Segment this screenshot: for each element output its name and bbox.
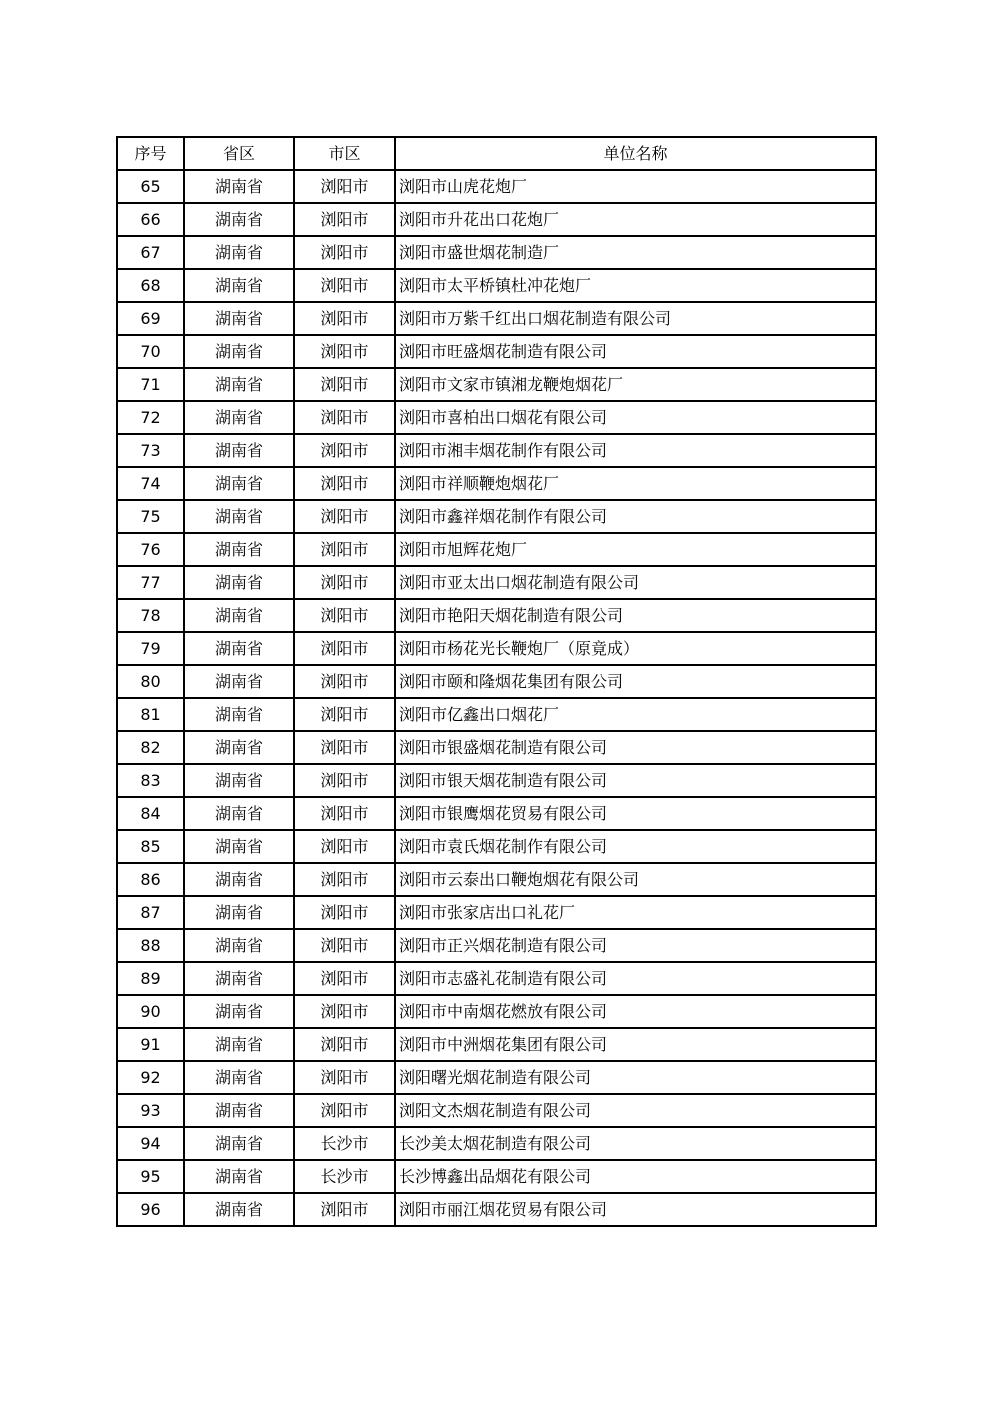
cell-city: 浏阳市 — [294, 500, 395, 533]
cell-province: 湖南省 — [184, 929, 294, 962]
cell-city: 浏阳市 — [294, 599, 395, 632]
cell-province: 湖南省 — [184, 632, 294, 665]
table-row — [117, 500, 876, 533]
cell-province: 湖南省 — [184, 203, 294, 236]
cell-province: 湖南省 — [184, 335, 294, 368]
cell-serial-number: 74 — [117, 467, 184, 500]
cell-province: 湖南省 — [184, 764, 294, 797]
cell-company-name: 浏阳市云泰出口鞭炮烟花有限公司 — [395, 863, 876, 896]
table-row — [117, 335, 876, 368]
table-row — [117, 632, 876, 665]
company-table — [116, 136, 877, 1227]
cell-city: 浏阳市 — [294, 731, 395, 764]
cell-company-name: 浏阳市祥顺鞭炮烟花厂 — [395, 467, 876, 500]
cell-company-name: 浏阳市张家店出口礼花厂 — [395, 896, 876, 929]
cell-city: 浏阳市 — [294, 962, 395, 995]
cell-serial-number: 89 — [117, 962, 184, 995]
cell-city: 长沙市 — [294, 1127, 395, 1160]
cell-serial-number: 87 — [117, 896, 184, 929]
cell-serial-number: 91 — [117, 1028, 184, 1061]
cell-company-name: 浏阳市银盛烟花制造有限公司 — [395, 731, 876, 764]
cell-city: 浏阳市 — [294, 698, 395, 731]
cell-province: 湖南省 — [184, 1127, 294, 1160]
cell-serial-number: 73 — [117, 434, 184, 467]
cell-city: 浏阳市 — [294, 566, 395, 599]
cell-serial-number: 81 — [117, 698, 184, 731]
cell-serial-number: 68 — [117, 269, 184, 302]
cell-serial-number: 78 — [117, 599, 184, 632]
cell-company-name: 浏阳市喜柏出口烟花有限公司 — [395, 401, 876, 434]
cell-serial-number: 92 — [117, 1061, 184, 1094]
cell-company-name: 浏阳市正兴烟花制造有限公司 — [395, 929, 876, 962]
table-row — [117, 533, 876, 566]
cell-province: 湖南省 — [184, 302, 294, 335]
table-row — [117, 764, 876, 797]
cell-province: 湖南省 — [184, 533, 294, 566]
table-row — [117, 863, 876, 896]
cell-city: 浏阳市 — [294, 170, 395, 203]
cell-city: 浏阳市 — [294, 1193, 395, 1226]
cell-serial-number: 95 — [117, 1160, 184, 1193]
table-row — [117, 1061, 876, 1094]
cell-serial-number: 72 — [117, 401, 184, 434]
cell-serial-number: 76 — [117, 533, 184, 566]
table-row — [117, 467, 876, 500]
cell-serial-number: 71 — [117, 368, 184, 401]
cell-city: 浏阳市 — [294, 1094, 395, 1127]
cell-company-name: 浏阳市旭辉花炮厂 — [395, 533, 876, 566]
cell-city: 浏阳市 — [294, 533, 395, 566]
cell-company-name: 浏阳市袁氏烟花制作有限公司 — [395, 830, 876, 863]
cell-company-name: 浏阳市鑫祥烟花制作有限公司 — [395, 500, 876, 533]
cell-company-name: 浏阳市旺盛烟花制造有限公司 — [395, 335, 876, 368]
cell-serial-number: 93 — [117, 1094, 184, 1127]
table-row — [117, 830, 876, 863]
cell-serial-number: 80 — [117, 665, 184, 698]
cell-city: 浏阳市 — [294, 764, 395, 797]
cell-province: 湖南省 — [184, 170, 294, 203]
cell-company-name: 浏阳市万紫千红出口烟花制造有限公司 — [395, 302, 876, 335]
cell-province: 湖南省 — [184, 863, 294, 896]
table-row — [117, 995, 876, 1028]
cell-province: 湖南省 — [184, 368, 294, 401]
cell-company-name: 浏阳市杨花光长鞭炮厂（原竟成） — [395, 632, 876, 665]
cell-province: 湖南省 — [184, 1160, 294, 1193]
table-row — [117, 236, 876, 269]
cell-province: 湖南省 — [184, 467, 294, 500]
cell-city: 浏阳市 — [294, 995, 395, 1028]
table-row — [117, 929, 876, 962]
cell-city: 浏阳市 — [294, 269, 395, 302]
cell-company-name: 浏阳市亿鑫出口烟花厂 — [395, 698, 876, 731]
cell-city: 浏阳市 — [294, 1028, 395, 1061]
cell-serial-number: 79 — [117, 632, 184, 665]
cell-province: 湖南省 — [184, 1061, 294, 1094]
cell-serial-number: 88 — [117, 929, 184, 962]
cell-company-name: 浏阳市文家市镇湘龙鞭炮烟花厂 — [395, 368, 876, 401]
cell-serial-number: 94 — [117, 1127, 184, 1160]
table-row — [117, 1127, 876, 1160]
cell-province: 湖南省 — [184, 566, 294, 599]
cell-company-name: 浏阳市升花出口花炮厂 — [395, 203, 876, 236]
table-row — [117, 302, 876, 335]
cell-company-name: 浏阳文杰烟花制造有限公司 — [395, 1094, 876, 1127]
cell-company-name: 浏阳市银天烟花制造有限公司 — [395, 764, 876, 797]
table-row — [117, 698, 876, 731]
header-company-name: 单位名称 — [395, 137, 876, 170]
table-row — [117, 1160, 876, 1193]
table-row — [117, 797, 876, 830]
table-row — [117, 599, 876, 632]
cell-city: 浏阳市 — [294, 929, 395, 962]
cell-province: 湖南省 — [184, 830, 294, 863]
cell-serial-number: 77 — [117, 566, 184, 599]
cell-city: 浏阳市 — [294, 203, 395, 236]
table-row — [117, 269, 876, 302]
cell-city: 浏阳市 — [294, 401, 395, 434]
cell-company-name: 浏阳市中南烟花燃放有限公司 — [395, 995, 876, 1028]
table-row — [117, 896, 876, 929]
cell-city: 浏阳市 — [294, 632, 395, 665]
table-row — [117, 1028, 876, 1061]
table-row — [117, 203, 876, 236]
cell-serial-number: 90 — [117, 995, 184, 1028]
cell-company-name: 浏阳市丽江烟花贸易有限公司 — [395, 1193, 876, 1226]
cell-province: 湖南省 — [184, 401, 294, 434]
header-city: 市区 — [294, 137, 395, 170]
cell-province: 湖南省 — [184, 269, 294, 302]
cell-city: 浏阳市 — [294, 665, 395, 698]
cell-province: 湖南省 — [184, 995, 294, 1028]
table-row — [117, 1094, 876, 1127]
cell-serial-number: 65 — [117, 170, 184, 203]
table-row — [117, 731, 876, 764]
table-row — [117, 665, 876, 698]
cell-province: 湖南省 — [184, 434, 294, 467]
header-province: 省区 — [184, 137, 294, 170]
cell-company-name: 浏阳市中洲烟花集团有限公司 — [395, 1028, 876, 1061]
cell-company-name: 浏阳市志盛礼花制造有限公司 — [395, 962, 876, 995]
cell-province: 湖南省 — [184, 731, 294, 764]
cell-company-name: 浏阳市湘丰烟花制作有限公司 — [395, 434, 876, 467]
cell-company-name: 浏阳曙光烟花制造有限公司 — [395, 1061, 876, 1094]
cell-city: 浏阳市 — [294, 434, 395, 467]
cell-province: 湖南省 — [184, 962, 294, 995]
header-serial-number: 序号 — [117, 137, 184, 170]
table-row — [117, 401, 876, 434]
cell-company-name: 长沙博鑫出品烟花有限公司 — [395, 1160, 876, 1193]
cell-company-name: 浏阳市银鹰烟花贸易有限公司 — [395, 797, 876, 830]
cell-city: 浏阳市 — [294, 368, 395, 401]
cell-serial-number: 83 — [117, 764, 184, 797]
cell-serial-number: 84 — [117, 797, 184, 830]
table-body — [117, 170, 876, 1226]
cell-serial-number: 67 — [117, 236, 184, 269]
cell-serial-number: 70 — [117, 335, 184, 368]
cell-province: 湖南省 — [184, 500, 294, 533]
cell-serial-number: 96 — [117, 1193, 184, 1226]
cell-city: 浏阳市 — [294, 863, 395, 896]
cell-serial-number: 86 — [117, 863, 184, 896]
cell-province: 湖南省 — [184, 236, 294, 269]
cell-province: 湖南省 — [184, 698, 294, 731]
cell-city: 浏阳市 — [294, 1061, 395, 1094]
table-row — [117, 566, 876, 599]
cell-province: 湖南省 — [184, 1094, 294, 1127]
cell-province: 湖南省 — [184, 599, 294, 632]
cell-province: 湖南省 — [184, 665, 294, 698]
cell-serial-number: 82 — [117, 731, 184, 764]
cell-serial-number: 85 — [117, 830, 184, 863]
cell-city: 长沙市 — [294, 1160, 395, 1193]
table-row — [117, 962, 876, 995]
cell-company-name: 浏阳市颐和隆烟花集团有限公司 — [395, 665, 876, 698]
table-row — [117, 368, 876, 401]
cell-serial-number: 69 — [117, 302, 184, 335]
cell-city: 浏阳市 — [294, 335, 395, 368]
cell-company-name: 浏阳市盛世烟花制造厂 — [395, 236, 876, 269]
cell-city: 浏阳市 — [294, 236, 395, 269]
table-header — [117, 137, 876, 170]
table-row — [117, 170, 876, 203]
table-row — [117, 1193, 876, 1226]
table-row — [117, 434, 876, 467]
cell-province: 湖南省 — [184, 1193, 294, 1226]
cell-serial-number: 66 — [117, 203, 184, 236]
cell-province: 湖南省 — [184, 797, 294, 830]
cell-company-name: 浏阳市太平桥镇杜冲花炮厂 — [395, 269, 876, 302]
cell-province: 湖南省 — [184, 896, 294, 929]
cell-serial-number: 75 — [117, 500, 184, 533]
cell-city: 浏阳市 — [294, 302, 395, 335]
cell-company-name: 浏阳市山虎花炮厂 — [395, 170, 876, 203]
cell-city: 浏阳市 — [294, 896, 395, 929]
cell-city: 浏阳市 — [294, 830, 395, 863]
cell-company-name: 浏阳市亚太出口烟花制造有限公司 — [395, 566, 876, 599]
cell-city: 浏阳市 — [294, 467, 395, 500]
cell-province: 湖南省 — [184, 1028, 294, 1061]
cell-company-name: 浏阳市艳阳天烟花制造有限公司 — [395, 599, 876, 632]
cell-company-name: 长沙美太烟花制造有限公司 — [395, 1127, 876, 1160]
header-row — [117, 137, 876, 170]
cell-city: 浏阳市 — [294, 797, 395, 830]
